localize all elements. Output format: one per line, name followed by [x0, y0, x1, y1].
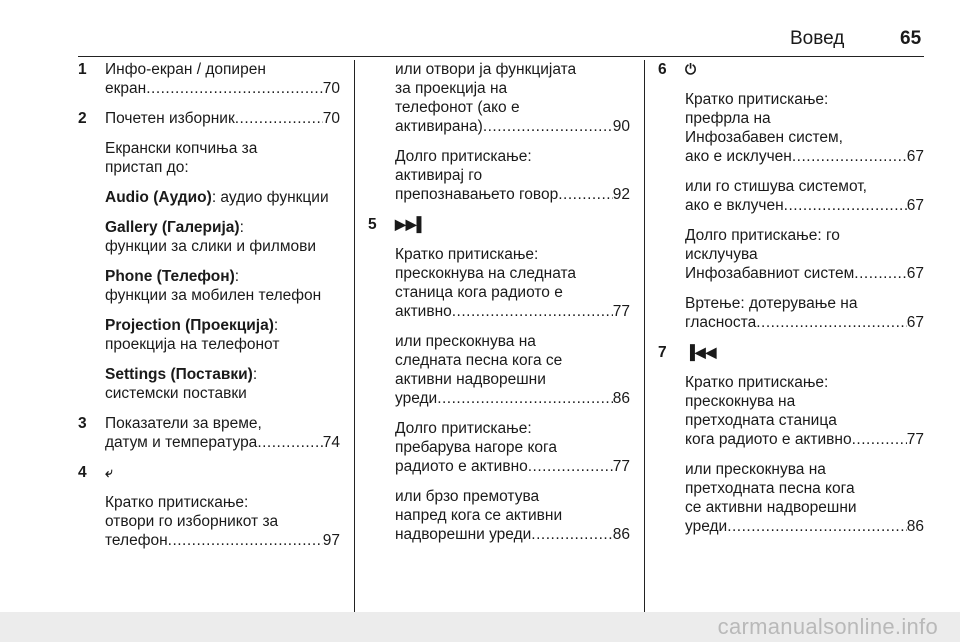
header-divider — [78, 56, 924, 57]
text-line: Показатели за време, — [105, 415, 262, 432]
term-desc: : — [239, 219, 244, 236]
toc-line — [105, 433, 340, 452]
toc-line — [395, 525, 630, 544]
page-ref[interactable]: 77 — [612, 303, 630, 320]
text-line: исклучува — [685, 246, 758, 263]
term: Settings (Поставки) — [105, 366, 253, 383]
next-track-icon: ▶▶▌ — [395, 216, 427, 232]
text-line: префрла на — [685, 110, 771, 127]
page-ref[interactable]: 86 — [612, 526, 630, 543]
term: Audio (Аудио) — [105, 189, 212, 206]
manual-item — [368, 60, 630, 136]
term-detail: функции за слики и филмови — [105, 238, 316, 255]
manual-item — [78, 463, 340, 482]
text-line: или брзо премотува — [395, 488, 540, 505]
toc-text: препознавањето говор — [395, 186, 559, 203]
toc-line — [395, 389, 630, 408]
toc-line — [395, 117, 630, 136]
item-number: 3 — [78, 415, 87, 432]
page-ref[interactable]: 70 — [322, 110, 340, 127]
watermark-text: carmanualsonline.info — [717, 614, 938, 639]
manual-item — [658, 177, 924, 215]
item-number: 1 — [78, 61, 87, 78]
page-ref[interactable]: 92 — [612, 186, 630, 203]
manual-item — [78, 60, 340, 98]
toc-line — [685, 264, 924, 283]
page-ref[interactable]: 67 — [906, 314, 924, 331]
toc-line — [685, 196, 924, 215]
manual-item — [658, 373, 924, 449]
text-line: Екрански копчиња за — [105, 140, 258, 157]
leader-dots — [531, 525, 612, 544]
manual-item — [78, 365, 340, 403]
text-line: Кратко притискање: — [105, 494, 249, 511]
toc-line — [685, 313, 924, 332]
text-line: Инфо-екран / допирен — [105, 61, 266, 78]
text-line: се активни надворешни — [685, 499, 857, 516]
leader-dots — [483, 117, 613, 136]
column-1 — [78, 60, 340, 561]
toc-line — [105, 109, 340, 128]
page-ref[interactable]: 97 — [322, 532, 340, 549]
text-line: за проекција на — [395, 80, 508, 97]
column-3 — [658, 60, 924, 547]
leader-dots — [257, 433, 322, 452]
term: Gallery (Галерија) — [105, 219, 240, 236]
page-number: 65 — [900, 28, 922, 49]
page-ref[interactable]: 86 — [906, 518, 924, 535]
text-line: Кратко притискање: — [685, 91, 829, 108]
manual-item — [78, 316, 340, 354]
term-line — [105, 267, 340, 286]
previous-track-icon: ▐◀◀ — [685, 344, 717, 360]
watermark-bar — [0, 612, 960, 642]
page-ref[interactable]: 74 — [322, 434, 340, 451]
text-line: Кратко притискање: — [395, 246, 539, 263]
column-divider — [354, 60, 355, 612]
toc-text: уреди — [395, 390, 438, 407]
manual-item — [658, 90, 924, 166]
leader-dots — [792, 147, 907, 166]
term-detail: функции за мобилен телефон — [105, 287, 322, 304]
page-ref[interactable]: 67 — [906, 265, 924, 282]
leader-dots — [168, 531, 323, 550]
toc-line — [685, 147, 924, 166]
page-ref[interactable]: 67 — [906, 197, 924, 214]
toc-text: гласноста — [685, 314, 757, 331]
toc-text: активно — [395, 303, 452, 320]
toc-text: ако е вклучен — [685, 197, 784, 214]
toc-line — [105, 531, 340, 550]
term: Projection (Проекција) — [105, 317, 274, 334]
manual-item — [78, 414, 340, 452]
manual-item — [658, 226, 924, 283]
manual-item — [78, 109, 340, 128]
page-ref[interactable]: 67 — [906, 148, 924, 165]
toc-text: датум и температура — [105, 434, 258, 451]
column-divider — [644, 60, 645, 612]
toc-line — [685, 517, 924, 536]
item-number: 4 — [78, 464, 87, 481]
manual-item — [658, 60, 924, 79]
toc-text: кога радиото е активно — [685, 431, 852, 448]
text-line: Вртење: дотерување на — [685, 295, 858, 312]
toc-text: уреди — [685, 518, 728, 535]
leader-dots — [528, 457, 613, 476]
text-line: или го стишува системот, — [685, 178, 867, 195]
manual-item — [658, 343, 924, 362]
term-desc: : аудио функции — [211, 189, 329, 206]
leader-dots — [784, 196, 907, 215]
item-number: 6 — [658, 61, 667, 78]
manual-item — [368, 245, 630, 321]
text-line: Долго притискање: — [395, 420, 532, 437]
manual-item — [78, 218, 340, 256]
manual-item — [78, 267, 340, 305]
text-line: Долго притискање: го — [685, 227, 840, 244]
item-number: 2 — [78, 110, 87, 127]
manual-item — [78, 188, 340, 207]
manual-item — [368, 419, 630, 476]
toc-text: Инфозабавниот систем — [685, 265, 855, 282]
text-line: активни надворешни — [395, 371, 546, 388]
text-line: телефонот (ако е — [395, 99, 520, 116]
term-detail: проекција на телефонот — [105, 336, 280, 353]
toc-text: Почетен изборник — [105, 110, 235, 127]
power-icon: ⏻ — [685, 61, 697, 77]
manual-item — [368, 147, 630, 204]
text-line: претходната песна кога — [685, 480, 855, 497]
leader-dots — [756, 313, 907, 332]
item-number: 5 — [368, 216, 377, 233]
text-line: отвори го изборникот за — [105, 513, 279, 530]
text-line: или прескокнува на — [395, 333, 536, 350]
manual-item — [368, 215, 630, 234]
term-line — [105, 365, 340, 384]
leader-dots — [437, 389, 613, 408]
term-line — [105, 316, 340, 335]
term-desc: : — [234, 268, 240, 285]
leader-dots — [235, 109, 323, 128]
text-line: Инфозабавен систем, — [685, 129, 843, 146]
manual-item — [78, 139, 340, 177]
text-line: или прескокнува на — [685, 461, 826, 478]
term-detail: системски поставки — [105, 385, 247, 402]
leader-dots — [727, 517, 907, 536]
text-line: станица кога радиото е — [395, 284, 563, 301]
text-line: следната песна кога се — [395, 352, 563, 369]
manual-item — [368, 332, 630, 408]
text-line: Кратко притискање: — [685, 374, 829, 391]
manual-item — [658, 294, 924, 332]
term-desc: : — [252, 366, 258, 383]
toc-text: радиото е активно — [395, 458, 528, 475]
text-line: напред кога се активни — [395, 507, 563, 524]
page-ref[interactable]: 70 — [322, 80, 340, 97]
manual-item — [368, 487, 630, 544]
leader-dots — [146, 79, 323, 98]
term-desc: : — [273, 317, 279, 334]
text-line: претходната станица — [685, 412, 837, 429]
term: Phone (Телефон) — [105, 268, 235, 285]
term-line — [105, 218, 340, 237]
toc-text: телефон — [105, 532, 168, 549]
leader-dots — [854, 264, 906, 283]
text-line: пристап до: — [105, 159, 189, 176]
page-ref[interactable]: 90 — [612, 118, 630, 135]
text-line: Долго притискање: — [395, 148, 532, 165]
phone-icon: ⤶ — [105, 464, 113, 480]
section-title: Вовед — [790, 28, 845, 49]
toc-text: надворешни уреди — [395, 526, 532, 543]
page-header — [0, 0, 960, 60]
page-ref[interactable]: 77 — [612, 458, 630, 475]
manual-item — [78, 493, 340, 550]
toc-line — [395, 457, 630, 476]
text-line: прескокнува на следната — [395, 265, 577, 282]
toc-text: активирана) — [395, 118, 483, 135]
manual-item — [658, 460, 924, 536]
toc-line — [685, 430, 924, 449]
toc-line — [105, 79, 340, 98]
leader-dots — [852, 430, 907, 449]
page-ref[interactable]: 77 — [906, 431, 924, 448]
text-line: активирај го — [395, 167, 483, 184]
toc-text: екран — [105, 80, 147, 97]
text-line: или отвори ја функцијата — [395, 61, 577, 78]
column-2 — [368, 60, 630, 555]
toc-line — [395, 302, 630, 321]
page-ref[interactable]: 86 — [612, 390, 630, 407]
leader-dots — [452, 302, 613, 321]
item-number: 7 — [658, 344, 667, 361]
text-line: прескокнува на — [685, 393, 796, 410]
toc-line — [395, 185, 630, 204]
term-line — [105, 188, 340, 207]
toc-text: ако е исклучен — [685, 148, 792, 165]
leader-dots — [558, 185, 613, 204]
text-line: пребарува нагоре кога — [395, 439, 557, 456]
